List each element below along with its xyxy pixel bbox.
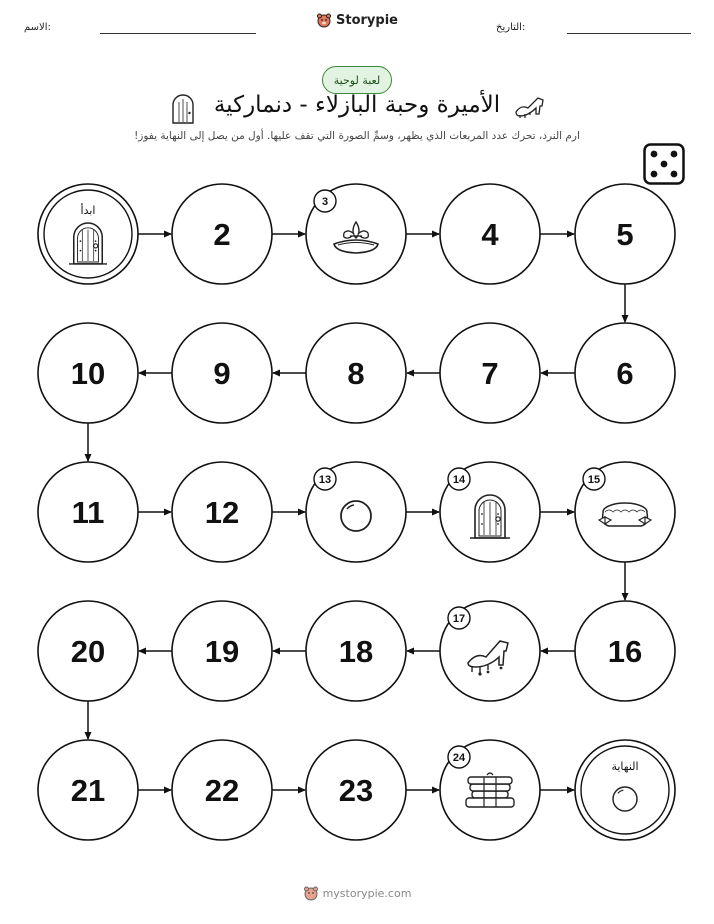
- board-square-7: [440, 323, 540, 423]
- square-number: 16: [607, 634, 643, 669]
- square-number: 19: [204, 634, 240, 669]
- board-square-1: [38, 184, 138, 284]
- game-type-badge: لعبة لوحية: [322, 66, 392, 94]
- board-square-13: [306, 462, 406, 562]
- brand-name: Storypie: [336, 12, 398, 28]
- board-square-10: [38, 323, 138, 423]
- square-number: 15: [587, 474, 601, 486]
- board-square-17: [440, 601, 540, 701]
- bed-icon: [599, 503, 651, 526]
- board-square-12: [172, 462, 272, 562]
- footer-url[interactable]: mystorypie.com: [322, 886, 412, 900]
- board-square-20: [38, 601, 138, 701]
- board-square-11: [38, 462, 138, 562]
- board-square-24: [440, 740, 540, 840]
- square-number: 7: [481, 356, 499, 391]
- square-number: 17: [452, 613, 466, 625]
- name-label: الاسم:: [24, 22, 51, 33]
- board-square-25: [575, 740, 675, 840]
- square-number: 10: [70, 356, 106, 391]
- end-label: النهاية: [611, 760, 639, 773]
- board-square-15: [575, 462, 675, 562]
- square-number: 18: [338, 634, 374, 669]
- date-label: التاريخ:: [496, 22, 526, 33]
- square-number: 6: [616, 356, 634, 391]
- bear-footer-icon: [303, 885, 319, 901]
- pea-icon: [613, 787, 637, 811]
- square-number: 23: [338, 773, 374, 808]
- square-number: 9: [213, 356, 231, 391]
- square-number: 20: [70, 634, 106, 669]
- square-number: 12: [204, 495, 240, 530]
- board-square-23: [306, 740, 406, 840]
- board-square-2: [172, 184, 272, 284]
- footer: [0, 885, 714, 901]
- board-square-14: [440, 462, 540, 562]
- square-number: 3: [321, 196, 329, 208]
- title-text: الأميرة وحبة البازلاء - دنماركية: [213, 92, 501, 118]
- board-square-16: [575, 601, 675, 701]
- board-square-5: [575, 184, 675, 284]
- square-number: 14: [452, 474, 466, 486]
- square-number: 11: [71, 495, 105, 530]
- board-square-21: [38, 740, 138, 840]
- board-square-6: [575, 323, 675, 423]
- instructions: ارم النرد، تحرك عدد المربعات الذي يظهر، وسمِّ الصورة التي تقف عليها. أول من يصل إلى النهاية يفوز!: [134, 130, 580, 142]
- board-square-8: [306, 323, 406, 423]
- square-number: 13: [318, 474, 332, 486]
- board-square-19: [172, 601, 272, 701]
- square-number: 24: [452, 752, 466, 764]
- square-number: 8: [347, 356, 365, 391]
- square-number: 4: [481, 217, 499, 252]
- mattress-stack-icon: [466, 773, 514, 807]
- board-square-18: [306, 601, 406, 701]
- board-square-22: [172, 740, 272, 840]
- board-square-9: [172, 323, 272, 423]
- square-number: 5: [616, 217, 634, 252]
- pea-icon: [341, 501, 371, 531]
- square-number: 2: [213, 217, 231, 252]
- start-label: ابدأ: [80, 204, 96, 217]
- square-number: 22: [204, 773, 240, 808]
- board-square-4: [440, 184, 540, 284]
- board-square-3: [306, 184, 406, 284]
- square-number: 21: [70, 773, 106, 808]
